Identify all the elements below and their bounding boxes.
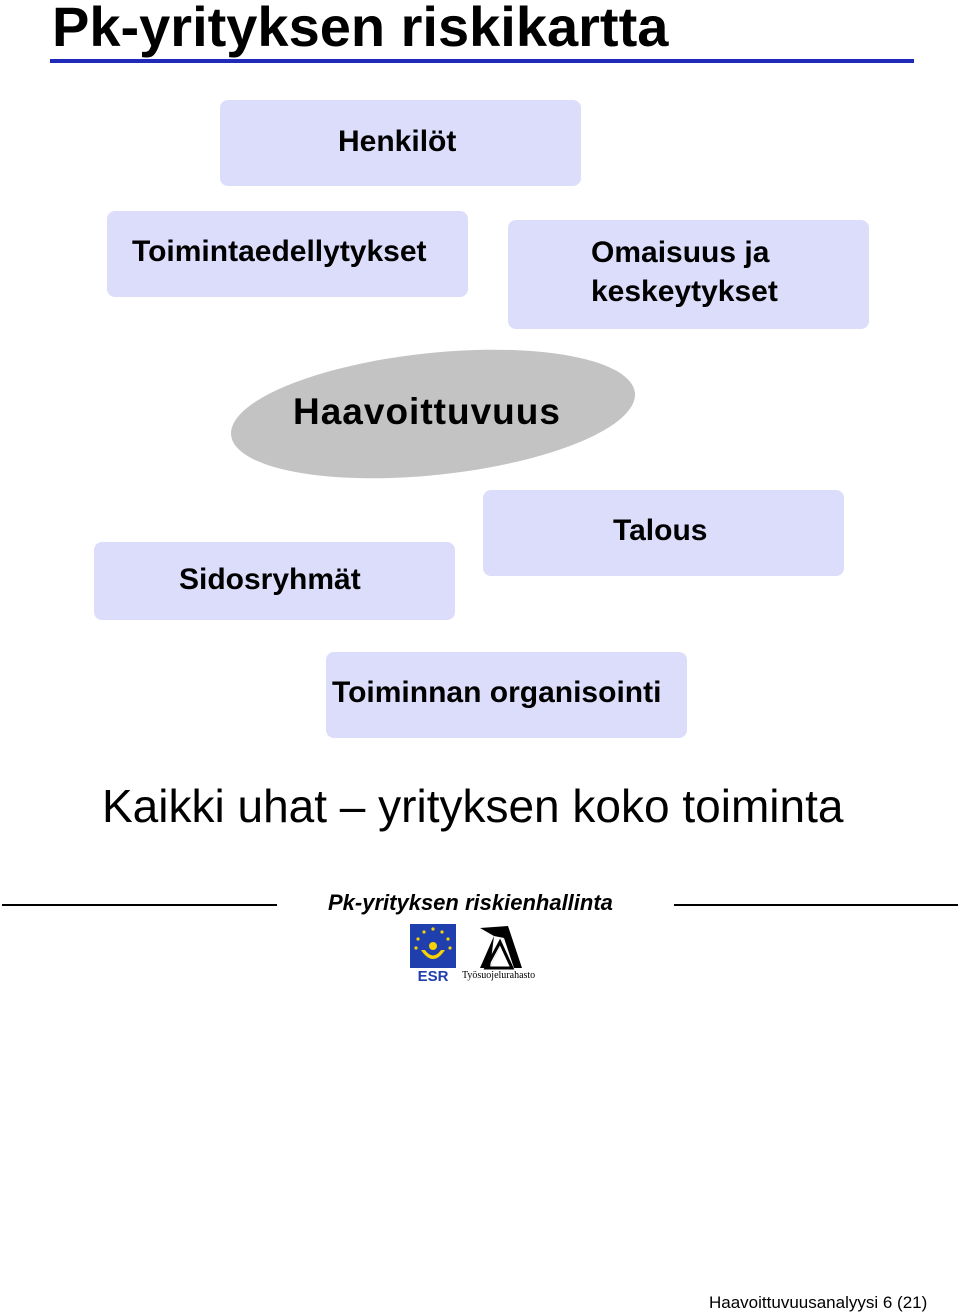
footer-rule-right [674, 904, 958, 906]
box-sidosryhmat [94, 542, 455, 620]
box-talous-label: Talous [613, 514, 708, 547]
center-label: Haavoittuvuus [293, 391, 561, 432]
box-organisointi [326, 652, 687, 738]
box-sidosryhmat-label: Sidosryhmät [179, 563, 361, 596]
box-talous [483, 490, 844, 576]
title-divider [50, 59, 914, 63]
box-omaisuus-line2: keskeytykset [591, 275, 778, 308]
box-omaisuus-line1: Omaisuus ja [591, 236, 770, 269]
tsr-logo-text: Työsuojelurahasto [462, 970, 536, 981]
box-omaisuus [508, 220, 869, 329]
tagline: Kaikki uhat – yrityksen koko toiminta [102, 780, 844, 832]
box-toimintaedellytykset [107, 211, 468, 297]
box-organisointi-label: Toiminnan organisointi [332, 676, 662, 709]
page-footer-label: Haavoittuvuusanalyysi 6 (21) [709, 1293, 928, 1312]
box-henkilot [220, 100, 581, 186]
footer-rule-left [2, 904, 277, 906]
esr-logo-text: ESR [417, 968, 449, 984]
box-toimintaedellytykset-label: Toimintaedellytykset [132, 235, 427, 268]
footer-title: Pk-yrityksen riskienhallinta [328, 890, 613, 915]
page-title: Pk-yrityksen riskikartta [52, 0, 669, 58]
esr-logo [408, 924, 458, 984]
box-henkilot-label: Henkilöt [338, 125, 457, 158]
